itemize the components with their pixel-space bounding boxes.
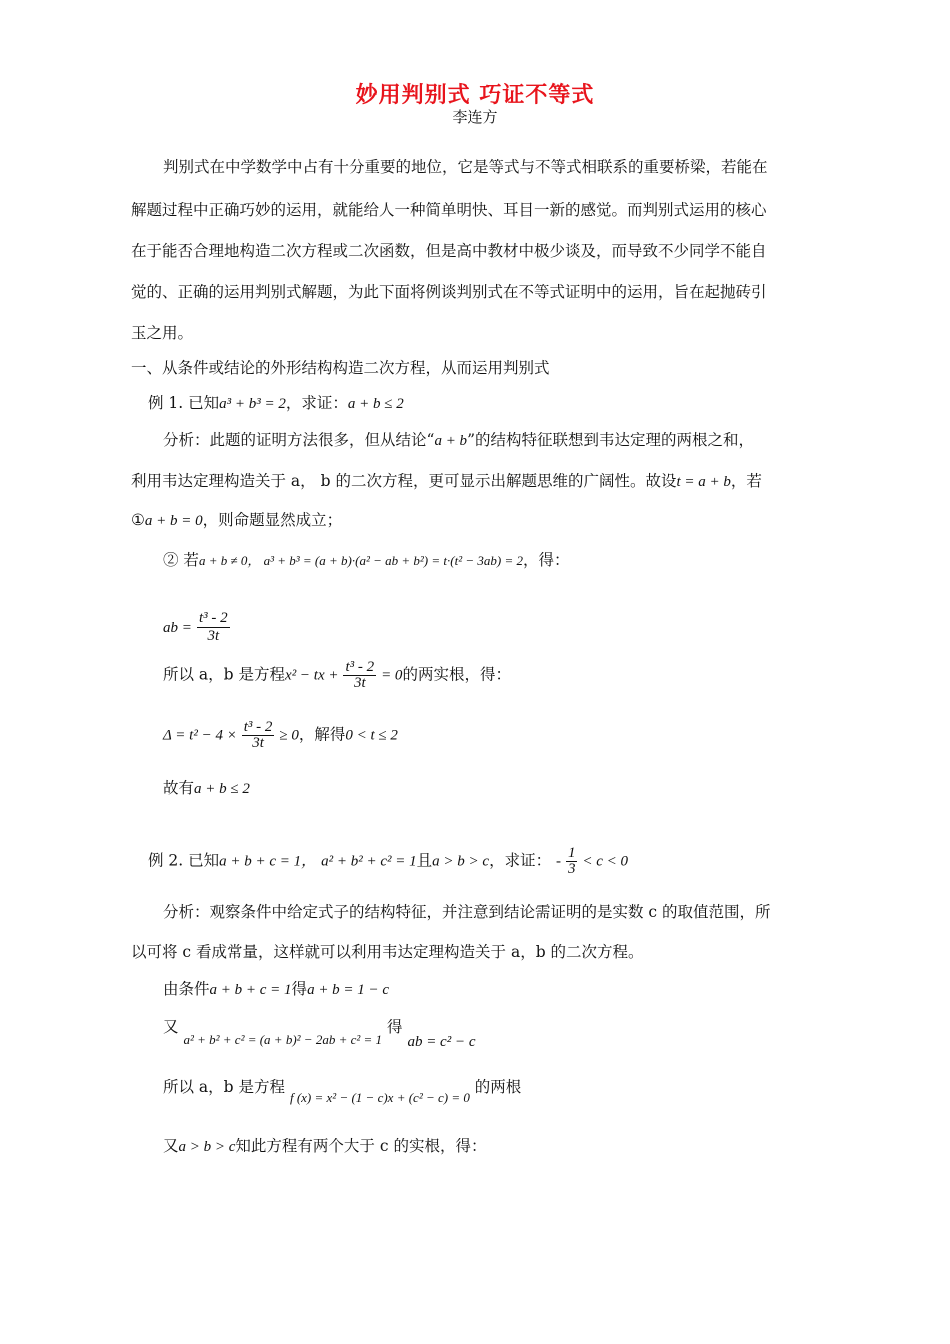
example-1-statement: 例 1. 已知a³ + b³ = 2，求证：a + b ≤ 2 bbox=[148, 394, 404, 412]
page-title: 妙用判别式 巧证不等式 bbox=[355, 83, 595, 108]
example-1-case-1: ①a + b = 0，则命题显然成立； bbox=[131, 511, 343, 529]
intro-line-4: 觉的、正确的运用判别式解题，为此下面将例谈判别式在不等式证明中的运用，旨在起抛砖引 bbox=[131, 283, 767, 301]
author: 李连方 bbox=[452, 108, 498, 126]
example-2-analysis-1: 分析：观察条件中给定式子的结构特征，并注意到结论需证明的是实数 c 的取值范围，所 bbox=[163, 903, 771, 921]
example-1-ab-formula: ab = $\frac{\text{t³ - 2}}{3t}$ bbox=[163, 610, 228, 644]
example-2-step-3: 所以 a，b 是方程 $_{f (x) = x^2 - (1 - c)x + (c^2 - c) = 0}$ 的两根 bbox=[163, 1078, 522, 1105]
intro-line-2: 解题过程中正确巧妙的运用，就能给人一种简单明快、耳目一新的感觉。而判别式运用的核心 bbox=[131, 201, 767, 219]
example-2-analysis-2: 以可将 c 看成常量，这样就可以利用韦达定理构造关于 a，b 的二次方程。 bbox=[131, 943, 644, 961]
example-2-step-1: 由条件a + b + c = 1得a + b = 1 − c bbox=[163, 980, 390, 998]
section-heading: 一、从条件或结论的外形结构构造二次方程，从而运用判别式 bbox=[131, 359, 550, 377]
intro-line-3: 在于能否合理地构造二次方程或二次函数，但是高中教材中极少谈及，而导致不少同学不能自 bbox=[131, 242, 767, 260]
example-2-step-2: 又 $_{a^2 + b^2 + c^2 = (a + b)^2 - 2ab + c^2 = 1}$ 得 ab = c² − c bbox=[163, 1018, 476, 1050]
example-1-conclusion: 故有a + b ≤ 2 bbox=[163, 779, 250, 797]
example-1-analysis-1: 分析：此题的证明方法很多，但从结论“a + b”的结构特征联想到韦达定理的两根之和， bbox=[163, 431, 754, 449]
intro-line-1: 判别式在中学数学中占有十分重要的地位，它是等式与不等式相联系的重要桥梁，若能在 bbox=[163, 158, 768, 176]
example-1-analysis-2: 利用韦达定理构造关于 a， b 的二次方程，更可显示出解题思维的广阔性。故设t = a + b，若 bbox=[131, 472, 762, 490]
example-2-statement: 例 2. 已知a + b + c = 1， a² + b² + c² = 1且a > b > c，求证： - $\frac{1}{3}$ < c < 0 bbox=[148, 845, 629, 877]
example-2-step-4: 又a > b > c知此方程有两个大于 c 的实根，得： bbox=[163, 1137, 487, 1155]
example-1-roots: 所以 a，b 是方程x² − tx + $\frac{\text{t³ - 2}}{3t}$ = 0的两实根，得： bbox=[163, 659, 511, 691]
example-1-discriminant: Δ = t² − 4 × $\frac{\text{t³ - 2}}{3t}$ ≥ 0，解得0 < t ≤ 2 bbox=[163, 719, 398, 751]
example-1-case-2: ② 若a + b ≠ 0， a³ + b³ = (a + b)·(a² − ab + b²) = t·(t² − 3ab) = 2，得： bbox=[163, 551, 570, 569]
intro-line-5: 玉之用。 bbox=[131, 324, 194, 342]
